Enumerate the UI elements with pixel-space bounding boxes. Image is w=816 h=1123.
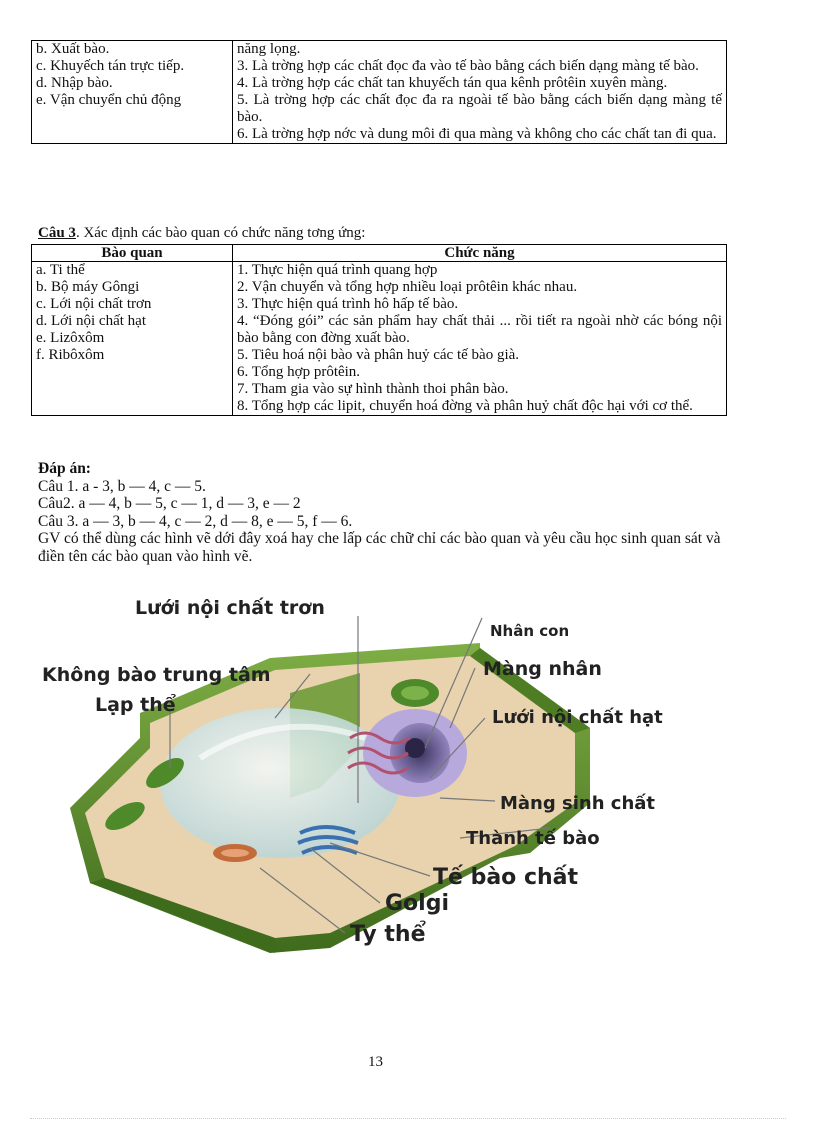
- question3-label: Câu 3: [38, 225, 76, 241]
- answer-title: Đáp án:: [38, 460, 91, 477]
- organelle-item: e. Lizôxôm: [36, 330, 105, 346]
- table1-right-item: năng lọng.: [237, 41, 301, 57]
- table1-left-cell: [32, 41, 233, 144]
- label-golgi: Golgi: [385, 891, 450, 916]
- label-nuclear-envelope: Màng nhân: [483, 658, 602, 680]
- label-cytoplasm: Tế bào chất: [433, 865, 579, 890]
- answer-line: Câu 1. a - 3, b — 4, c — 5.: [38, 477, 206, 495]
- function-item: 8. Tổng hợp các lipit, chuyển hoá đờng và phân huỷ chất độc hại với cơ thể.: [237, 398, 693, 414]
- table1-left-item: e. Vận chuyển chủ động: [36, 92, 182, 108]
- function-item: 5. Tiêu hoá nội bào và phân huỷ các tế bào già.: [237, 347, 520, 363]
- organelle-item: d. Lới nội chất hạt: [36, 313, 146, 329]
- label-chloroplast: Lạp thể: [95, 694, 176, 716]
- column-header-organelle: Bào quan: [32, 245, 233, 262]
- label-smooth-er: Lưới nội chất trơn: [135, 597, 325, 619]
- teacher-note: GV có thể dùng các hình vẽ dới đây xoá hay che lấp các chữ chỉ các bào quan và yêu cầu học sinh quan sát và điền tên các bào quan vào hình vẽ.: [38, 530, 721, 565]
- plant-cell-figure: [30, 588, 750, 958]
- function-item: 2. Vận chuyển và tổng hợp nhiều loại prôtêin khác nhau.: [237, 279, 578, 295]
- label-mitochondrion: Ty thể: [350, 922, 426, 947]
- label-rough-er: Lưới nội chất hạt: [492, 707, 663, 728]
- table1-right-item: 5. Là trờng hợp các chất đọc đa ra ngoài tế bào bằng cách biến dạng màng tế bào.: [237, 92, 722, 125]
- organelle-item: c. Lới nội chất trơn: [36, 296, 152, 312]
- footer-divider: [30, 1118, 786, 1119]
- question3-heading: [38, 224, 365, 242]
- table3-left-cell: [32, 262, 233, 416]
- question2-table: [31, 40, 727, 144]
- function-item: 6. Tổng hợp prôtêin.: [237, 364, 361, 380]
- answer-line: Câu 3. a — 3, b — 4, c — 2, d — 8, e — 5, f — 6.: [38, 512, 353, 530]
- table1-right-item: 4. Là trờng hợp các chất tan khuyếch tán qua kênh prôtêin xuyên màng.: [237, 75, 668, 91]
- plant-cell-diagram: [30, 588, 750, 958]
- table1-left-item: d. Nhập bào.: [36, 75, 113, 91]
- answer-line: Câu2. a — 4, b — 5, c — 1, d — 3, e — 2: [38, 495, 301, 512]
- function-item: 4. “Đóng gói” các sản phẩm hay chất thải ... rồi tiết ra ngoài nhờ các bóng nội bào bằng con đờng xuất bào.: [237, 313, 722, 346]
- label-central-vacuole: Không bào trung tâm: [42, 664, 271, 686]
- function-item: 7. Tham gia vào sự hình thành thoi phân bào.: [237, 381, 509, 397]
- function-item: 1. Thực hiện quá trình quang hợp: [237, 262, 438, 278]
- question3-table: [31, 244, 727, 416]
- label-plasma-membrane: Màng sinh chất: [500, 793, 656, 814]
- column-header-function: Chức năng: [233, 245, 727, 262]
- organelle-item: f. Ribôxôm: [36, 347, 105, 363]
- table1-right-item: 6. Là trờng hợp nớc và dung môi đi qua màng và không cho các chất tan đi qua.: [237, 126, 717, 142]
- organelle-item: b. Bộ máy Gôngi: [36, 279, 140, 295]
- table1-right-item: 3. Là trờng hợp các chất đọc đa vào tế bào bằng cách biến dạng màng tế bào.: [237, 58, 699, 74]
- table1-left-item: b. Xuất bào.: [36, 41, 110, 57]
- question3-text: . Xác định các bào quan có chức năng tơng ứng:: [75, 225, 366, 241]
- organelle-item: a. Ti thể: [36, 262, 85, 278]
- answer-section: [38, 460, 728, 565]
- page-number: 13: [368, 1054, 383, 1070]
- table1-right-cell: [233, 41, 727, 144]
- label-cell-wall: Thành tế bào: [466, 828, 600, 849]
- table1-left-item: c. Khuyếch tán trực tiếp.: [36, 58, 185, 74]
- label-nucleolus: Nhân con: [490, 622, 570, 640]
- table3-right-cell: [233, 262, 727, 416]
- function-item: 3. Thực hiện quá trình hô hấp tế bào.: [237, 296, 459, 312]
